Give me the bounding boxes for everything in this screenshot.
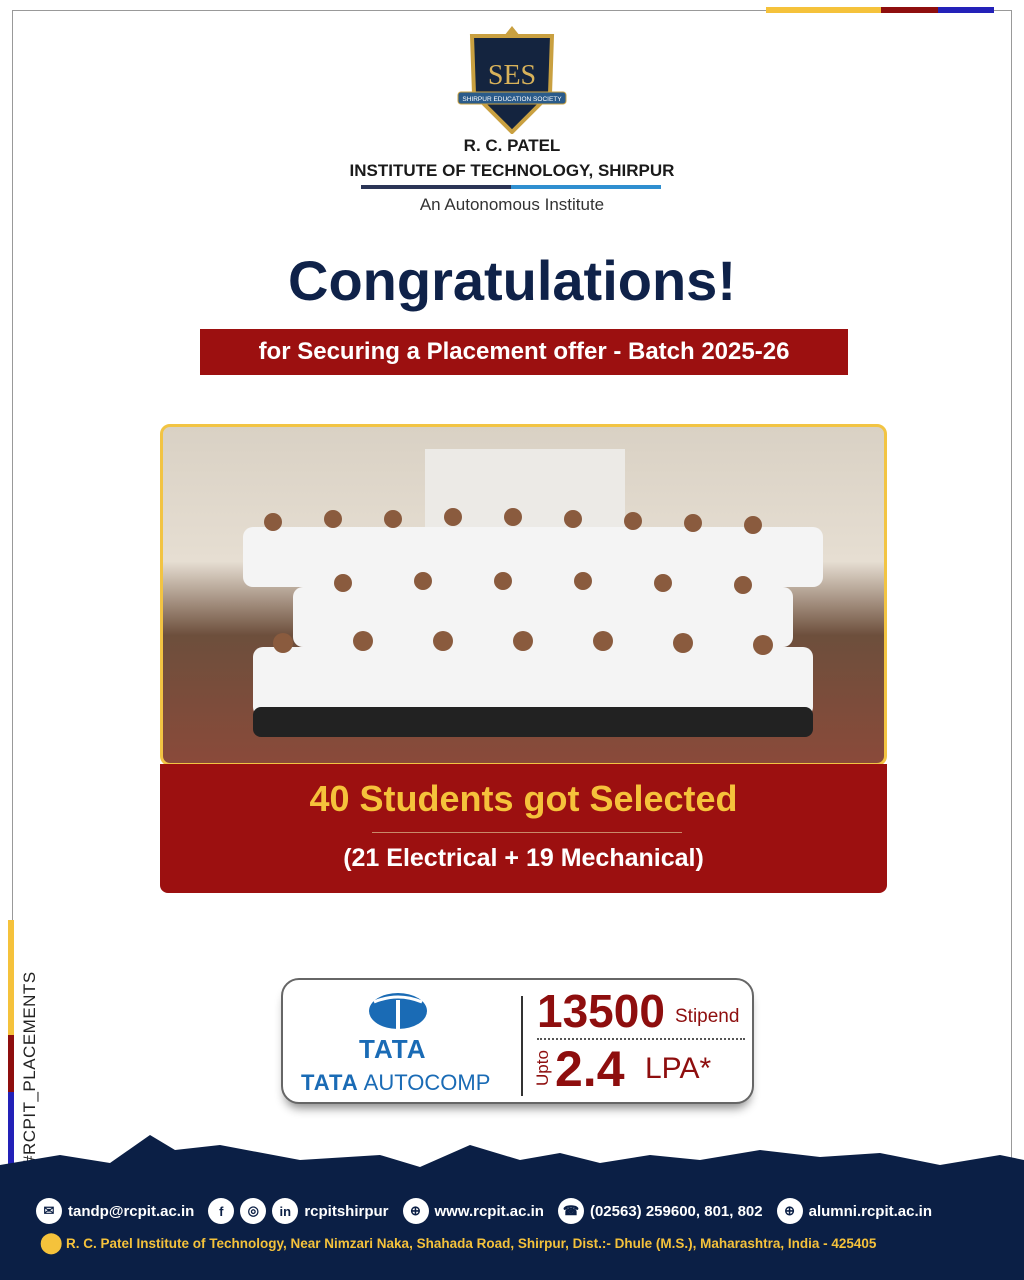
selection-banner <box>160 764 887 893</box>
email-link[interactable]: tandp@rcpit.ac.in <box>68 1202 195 1220</box>
company-name <box>301 1070 490 1096</box>
mountain-silhouette <box>0 1125 1024 1195</box>
social-handle[interactable]: rcpitshirpur <box>304 1202 389 1220</box>
phone-icon: ☎ <box>558 1198 584 1224</box>
company-name-bold: TATA <box>301 1070 359 1095</box>
stipend-label: Stipend <box>675 1006 740 1027</box>
globe-icon: ⊕ <box>777 1198 803 1224</box>
phone-number[interactable]: (02563) 259600, 801, 802 <box>589 1202 763 1220</box>
subheadline-ribbon: for Securing a Placement offer - Batch 2025-26 <box>200 329 848 375</box>
group-photo <box>160 424 887 766</box>
location-pin-icon: ⬤ <box>40 1232 63 1254</box>
tata-logo-icon <box>368 992 428 1030</box>
tata-wordmark: TATA <box>359 1034 427 1064</box>
instagram-icon[interactable]: ◎ <box>240 1198 266 1224</box>
institute-name-line2: INSTITUTE OF TECHNOLOGY, SHIRPUR <box>349 161 675 180</box>
hashtag: #RCPIT_PLACEMENTS <box>20 971 39 1165</box>
selection-count: 40 Students got Selected <box>309 778 738 819</box>
package-amount: 2.4 <box>555 1041 625 1097</box>
address: R. C. Patel Institute of Technology, Near Nimzari Naka, Shahada Road, Shirpur, Dist.:- Dhule (M.S.), Maharashtra, India - 425405 <box>66 1235 877 1251</box>
website-link[interactable]: www.rcpit.ac.in <box>434 1202 544 1220</box>
linkedin-icon[interactable]: in <box>272 1198 298 1224</box>
footer <box>0 1190 1024 1280</box>
stipend-amount: 13500 <box>537 985 665 1037</box>
mail-icon: ✉ <box>36 1198 62 1224</box>
package-unit: LPA* <box>645 1052 712 1085</box>
headline: Congratulations! <box>288 249 736 312</box>
upto-label: Upto <box>533 1050 552 1086</box>
company-offer-card <box>281 978 754 1104</box>
facebook-icon[interactable]: f <box>208 1198 234 1224</box>
company-name-rest: AUTOCOMP <box>363 1070 491 1095</box>
institute-underline <box>361 185 661 189</box>
selection-breakdown: (21 Electrical + 19 Mechanical) <box>343 844 704 872</box>
students-group <box>233 507 833 747</box>
globe-icon: ⊕ <box>403 1198 429 1224</box>
svg-text:SES: SES <box>487 60 537 91</box>
alumni-link[interactable]: alumni.rcpit.ac.in <box>808 1202 932 1220</box>
ses-shield-logo <box>452 24 572 134</box>
institute-tagline: An Autonomous Institute <box>419 195 605 214</box>
divider <box>521 996 523 1096</box>
top-accent-bar <box>766 7 994 13</box>
institute-name-line1: R. C. PATEL <box>463 136 561 155</box>
divider <box>372 832 682 833</box>
logo-ribbon-text: SHIRPUR EDUCATION SOCIETY <box>462 96 562 103</box>
